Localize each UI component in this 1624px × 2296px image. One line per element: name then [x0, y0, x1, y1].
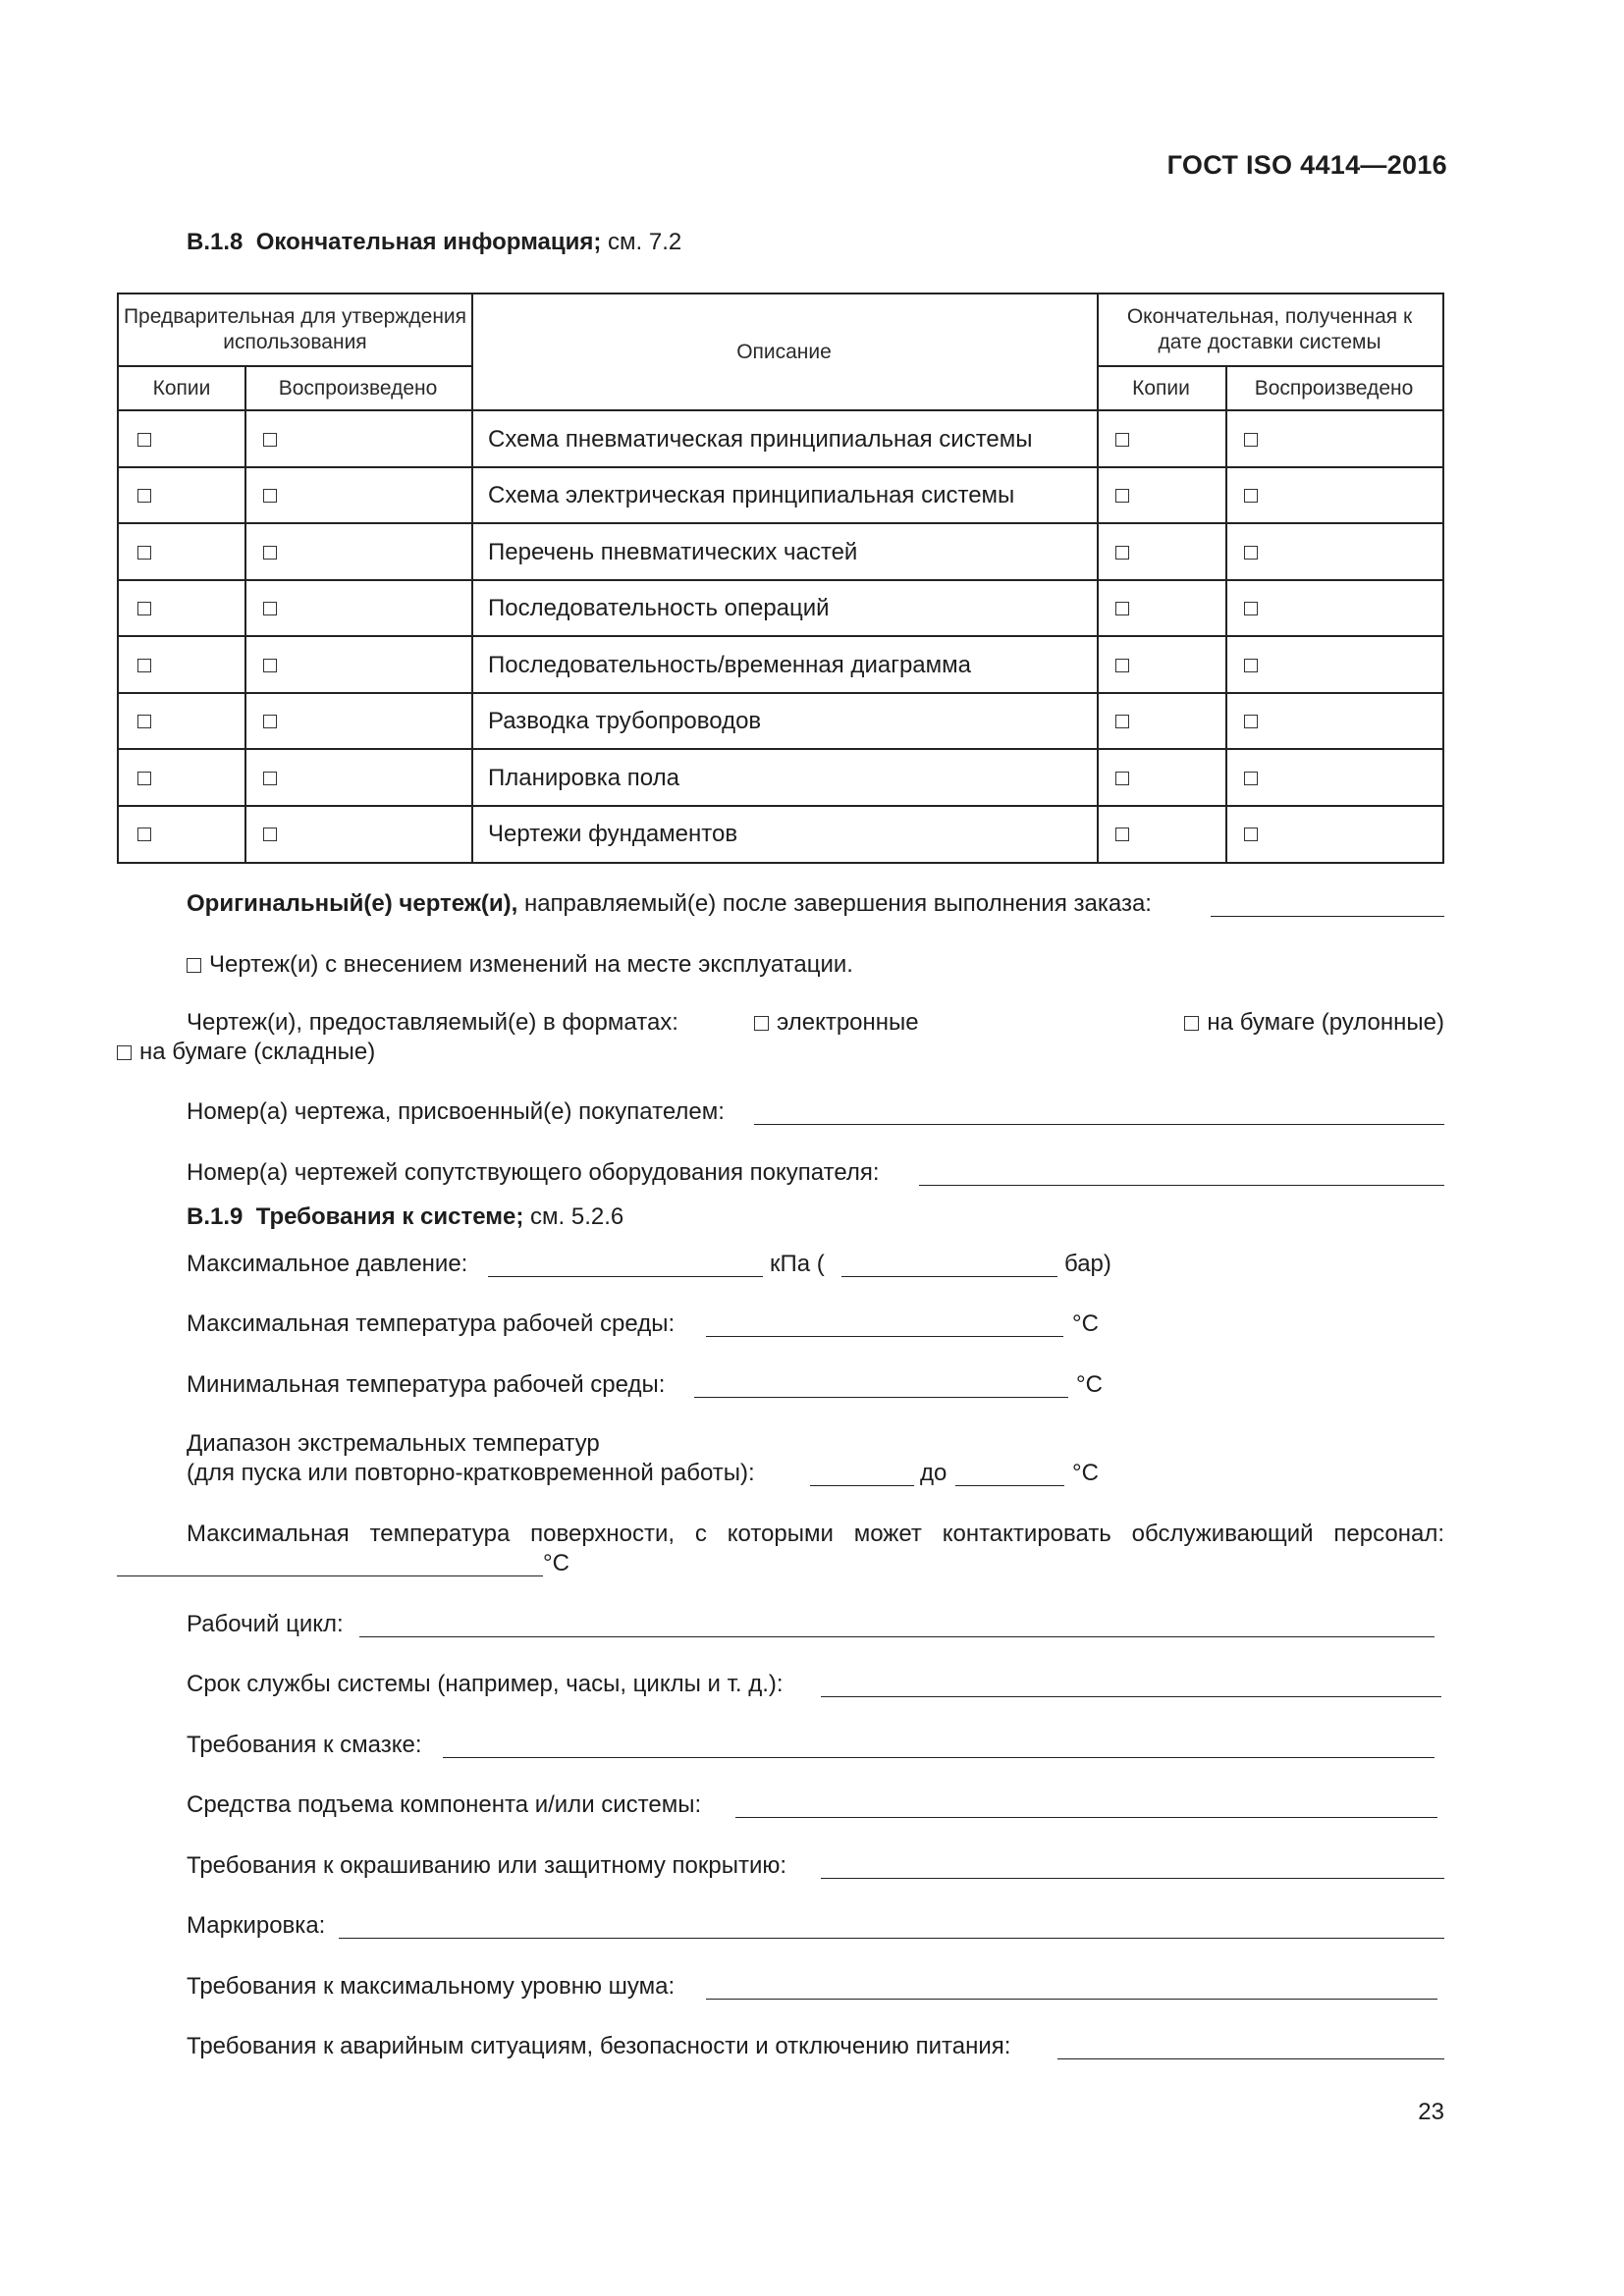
table-head-final: Окончательная, полученная к дате доставки системы: [1126, 305, 1413, 353]
table-subhead-copies: Копии: [1132, 377, 1190, 400]
checkbox[interactable]: [137, 489, 151, 503]
modified-drawings-option: [187, 950, 853, 980]
formats-label: Чертеж(и), предоставляемый(е) в форматах:: [187, 1009, 678, 1036]
extreme-temp-from-field[interactable]: [810, 1485, 914, 1486]
surface-temp-label: Максимальная температура поверхности, с которыми может контактировать обслуживающий персонал:: [187, 1521, 1444, 1547]
page-number: 23: [1418, 2099, 1444, 2125]
lubrication-field[interactable]: [443, 1757, 1435, 1758]
checkbox[interactable]: [1115, 772, 1129, 785]
section-ref: см. 7.2: [608, 229, 682, 255]
deg-unit: °С: [543, 1550, 569, 1576]
table-row: [119, 411, 1442, 467]
row-description: Схема пневматическая принципиальная системы: [488, 426, 1033, 453]
section-number: B.1.9: [187, 1203, 244, 1230]
service-life-field[interactable]: [821, 1696, 1441, 1697]
max-temp-field[interactable]: [706, 1336, 1063, 1337]
checkbox[interactable]: [1115, 659, 1129, 672]
table-row: [119, 806, 1442, 862]
checkbox[interactable]: [1244, 828, 1258, 841]
checkbox[interactable]: [263, 715, 277, 728]
row-description: Разводка трубопроводов: [488, 708, 762, 734]
surface-temp-field[interactable]: [117, 1575, 543, 1576]
original-drawings-field[interactable]: [1211, 916, 1444, 917]
extreme-temp-label: Диапазон экстремальных температур: [187, 1430, 600, 1457]
buyer-number-label: Номер(а) чертежа, присвоенный(е) покупателем:: [187, 1098, 725, 1125]
deg-unit: °С: [1076, 1371, 1103, 1398]
checkbox[interactable]: [263, 602, 277, 615]
checkbox[interactable]: [187, 958, 201, 973]
format-electronic-option: [754, 1008, 919, 1038]
checkbox[interactable]: [1115, 546, 1129, 560]
checkbox[interactable]: [1115, 489, 1129, 503]
row-description: Последовательность/временная диаграмма: [488, 652, 971, 678]
lifting-field[interactable]: [735, 1817, 1437, 1818]
checkbox[interactable]: [137, 659, 151, 672]
table-row: [119, 637, 1442, 693]
marking-label: Маркировка:: [187, 1912, 326, 1939]
row-description: Планировка пола: [488, 765, 679, 791]
checkbox[interactable]: [137, 828, 151, 841]
checkbox[interactable]: [263, 489, 277, 503]
checkbox[interactable]: [263, 828, 277, 841]
checkbox[interactable]: [137, 546, 151, 560]
modified-drawings-label: Чертеж(и) с внесением изменений на месте эксплуатации.: [209, 951, 853, 978]
table-row: [119, 750, 1442, 806]
duty-cycle-label: Рабочий цикл:: [187, 1611, 344, 1637]
checkbox[interactable]: [1115, 602, 1129, 615]
format-electronic-label: электронные: [777, 1009, 919, 1036]
table-row: [119, 524, 1442, 580]
checkbox[interactable]: [1115, 828, 1129, 841]
table-row: [119, 580, 1442, 636]
checkbox[interactable]: [1115, 433, 1129, 447]
section-title: Окончательная информация;: [255, 229, 602, 255]
checkbox[interactable]: [263, 659, 277, 672]
extreme-temp-to-field[interactable]: [955, 1485, 1064, 1486]
table-row: [119, 467, 1442, 523]
checkbox[interactable]: [1244, 489, 1258, 503]
checkbox[interactable]: [263, 433, 277, 447]
row-description: Схема электрическая принципиальная системы: [488, 482, 1015, 508]
buyer-equipment-field[interactable]: [919, 1185, 1444, 1186]
section-ref: см. 5.2.6: [530, 1203, 624, 1230]
table-row: [119, 693, 1442, 749]
table-grid-line: [119, 365, 471, 367]
checkbox[interactable]: [263, 772, 277, 785]
checkbox[interactable]: [117, 1045, 132, 1060]
max-temp-label: Максимальная температура рабочей среды:: [187, 1310, 676, 1337]
section-title: Требования к системе;: [255, 1203, 524, 1230]
table-head-preliminary: Предварительная для утверждения использования: [123, 305, 467, 353]
section-heading-b18: [187, 229, 681, 256]
row-description: Перечень пневматических частей: [488, 539, 858, 565]
section-heading-b19: [187, 1203, 623, 1231]
format-folded-label: на бумаге (складные): [139, 1039, 376, 1065]
painting-field[interactable]: [821, 1878, 1444, 1879]
noise-label: Требования к максимальному уровню шума:: [187, 1973, 676, 2000]
max-pressure-bar-field[interactable]: [841, 1276, 1057, 1277]
checkbox[interactable]: [137, 715, 151, 728]
checkbox[interactable]: [1244, 715, 1258, 728]
checkbox[interactable]: [1244, 772, 1258, 785]
format-folded-option: [117, 1038, 375, 1067]
checkbox[interactable]: [263, 546, 277, 560]
extreme-temp-label-2: (для пуска или повторно-кратковременной работы):: [187, 1460, 755, 1486]
checkbox[interactable]: [1184, 1016, 1199, 1031]
checkbox[interactable]: [137, 433, 151, 447]
deg-unit: °С: [1072, 1460, 1099, 1486]
checkbox[interactable]: [1244, 602, 1258, 615]
max-pressure-label: Максимальное давление:: [187, 1251, 468, 1277]
noise-field[interactable]: [706, 1999, 1437, 2000]
checkbox[interactable]: [137, 772, 151, 785]
table-subhead-reproduced: Воспроизведено: [278, 377, 438, 400]
format-roll-option: [1184, 1008, 1444, 1038]
buyer-number-field[interactable]: [754, 1124, 1444, 1125]
max-pressure-kpa-field[interactable]: [488, 1276, 763, 1277]
final-info-table: [117, 293, 1444, 864]
min-temp-label: Минимальная температура рабочей среды:: [187, 1371, 666, 1398]
deg-unit: °С: [1072, 1310, 1099, 1337]
painting-label: Требования к окрашиванию или защитному покрытию:: [187, 1852, 787, 1879]
table-head-description: Описание: [736, 341, 832, 363]
checkbox[interactable]: [754, 1016, 769, 1031]
service-life-label: Срок службы системы (например, часы, циклы и т. д.):: [187, 1671, 784, 1697]
document-standard-number: ГОСТ ISO 4414—2016: [1166, 150, 1447, 180]
checkbox[interactable]: [1244, 546, 1258, 560]
section-number: B.1.8: [187, 229, 244, 255]
to-label: до: [920, 1460, 947, 1486]
checkbox[interactable]: [137, 602, 151, 615]
emergency-field[interactable]: [1057, 2058, 1444, 2059]
row-description: Последовательность операций: [488, 595, 830, 621]
kpa-unit: кПа (: [770, 1251, 825, 1277]
row-description: Чертежи фундаментов: [488, 821, 738, 847]
lifting-label: Средства подъема компонента и/или системы:: [187, 1791, 702, 1818]
duty-cycle-field[interactable]: [359, 1636, 1435, 1637]
table-grid-line: [1097, 365, 1442, 367]
buyer-equipment-label: Номер(а) чертежей сопутствующего оборудования покупателя:: [187, 1159, 880, 1186]
format-roll-label: на бумаге (рулонные): [1207, 1009, 1444, 1036]
table-subhead-reproduced: Воспроизведено: [1254, 377, 1414, 400]
lubrication-label: Требования к смазке:: [187, 1732, 422, 1758]
checkbox[interactable]: [1244, 433, 1258, 447]
emergency-label: Требования к аварийным ситуациям, безопасности и отключению питания:: [187, 2033, 1011, 2059]
original-drawings-text: направляемый(е) после завершения выполнения заказа:: [523, 890, 1152, 917]
marking-field[interactable]: [339, 1938, 1444, 1939]
original-drawings-label: [187, 889, 1152, 919]
bar-unit: бар): [1064, 1251, 1111, 1277]
original-drawings-bold: Оригинальный(е) чертеж(и),: [187, 890, 518, 917]
checkbox[interactable]: [1115, 715, 1129, 728]
checkbox[interactable]: [1244, 659, 1258, 672]
table-subhead-copies: Копии: [152, 377, 211, 400]
min-temp-field[interactable]: [694, 1397, 1068, 1398]
